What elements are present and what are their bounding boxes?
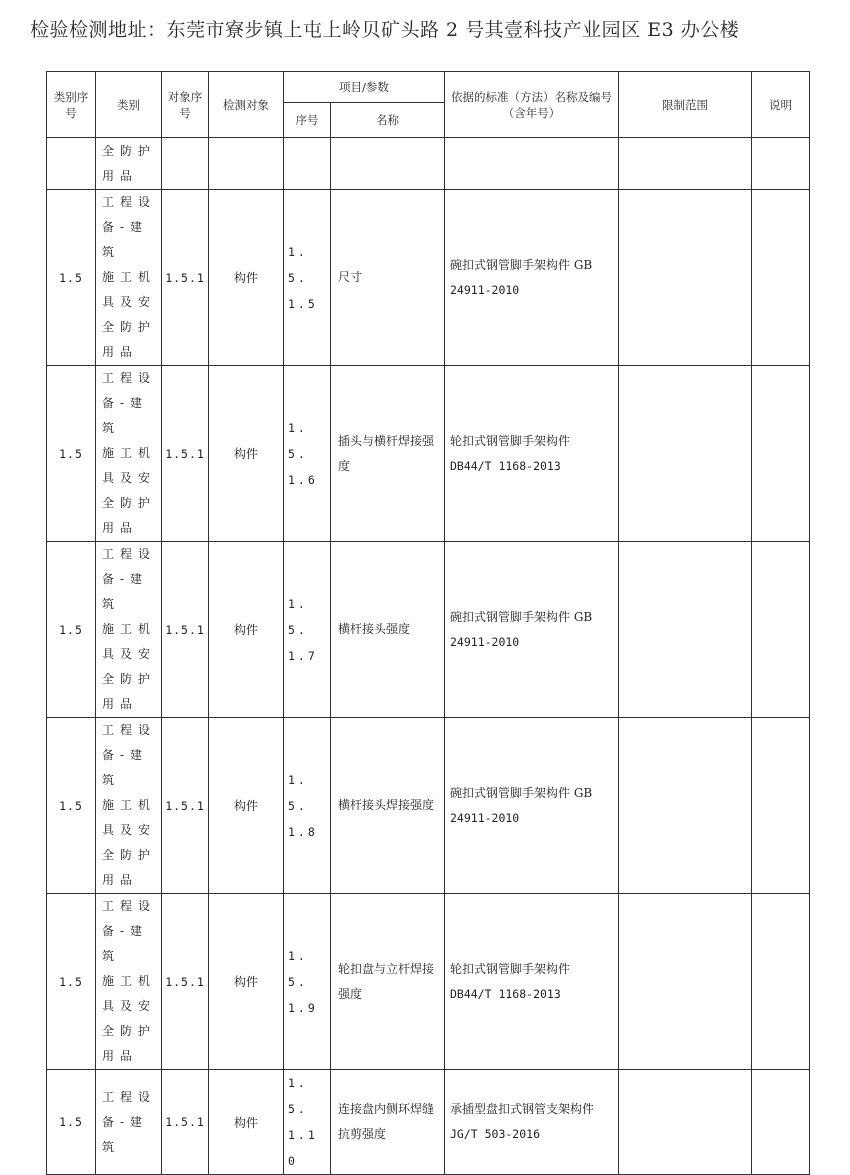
cat-seq-cell: 1.5 (47, 718, 96, 894)
obj-seq-cell: 1.5.1 (162, 894, 209, 1070)
item-seq-cell: 1.5.1.7 (284, 542, 331, 718)
cat-seq-cell: 1.5 (47, 1070, 96, 1175)
item-seq-cell: 1.5.1.8 (284, 718, 331, 894)
header-cat-seq: 类别序号 (47, 72, 96, 138)
category-line: 用品 (102, 1049, 139, 1063)
obj-cell: 构件 (209, 190, 284, 366)
header-obj-seq: 对象序号 (162, 72, 209, 138)
item-name-cell: 插头与横杆焊接强度 (331, 366, 445, 542)
testing-address: 检验检测地址：东莞市寮步镇上屯上岭贝矿头路 2 号其壹科技产业园区 E3 办公楼 (30, 19, 740, 41)
obj-seq-cell: 1.5.1 (162, 718, 209, 894)
category-line: 工程设 (102, 371, 157, 385)
category-line: 用品 (102, 345, 139, 359)
table-row (47, 894, 810, 1070)
category-line: 备-建筑 (102, 924, 149, 963)
category-line: 全防护 (102, 496, 157, 510)
header-item-seq: 序号 (284, 103, 331, 138)
standard-cell (445, 894, 619, 1070)
cat-seq-cell: 1.5 (47, 190, 96, 366)
continued-row (47, 138, 810, 190)
standard-code: JG/T 503-2016 (450, 1127, 541, 1141)
item-name-cell: 横杆接头焊接强度 (331, 718, 445, 894)
category-line: 用品 (102, 873, 139, 887)
header-obj: 检测对象 (209, 72, 284, 138)
item-seq-cell (284, 138, 331, 190)
header-item-name: 名称 (331, 103, 445, 138)
category-line: 具及安 (102, 471, 157, 485)
category-line: 备-建筑 (102, 1114, 149, 1154)
standard-cell (445, 190, 619, 366)
standard-name: 碗扣式钢管脚手架构件 GB (450, 257, 593, 272)
standard-name: 承插型盘扣式钢管支架构件 (450, 1102, 595, 1116)
note-cell (752, 138, 810, 190)
obj-seq-cell (162, 138, 209, 190)
category-cell (96, 718, 162, 894)
category-cell (96, 138, 162, 190)
limit-cell (619, 1070, 752, 1175)
note-cell (752, 366, 810, 542)
obj-seq-cell: 1.5.1 (162, 1070, 209, 1175)
category-cell (96, 1070, 162, 1175)
header-category: 类别 (96, 72, 162, 138)
obj-cell: 构件 (209, 366, 284, 542)
item-name-cell: 轮扣盘与立杆焊接强度 (331, 894, 445, 1070)
standard-name: 轮扣式钢管脚手架构件 (450, 961, 571, 976)
standard-cell (445, 1070, 619, 1175)
limit-cell (619, 894, 752, 1070)
limit-cell (619, 366, 752, 542)
standard-code: DB44/T 1168-2013 (450, 986, 561, 1001)
table-row (47, 366, 810, 542)
limit-cell (619, 190, 752, 366)
obj-seq-cell: 1.5.1 (162, 366, 209, 542)
obj-cell: 构件 (209, 718, 284, 894)
category-line: 工程设 (102, 1089, 157, 1104)
cat-seq-cell (47, 138, 96, 190)
category-line: 具及安 (102, 295, 157, 309)
category-cell (96, 542, 162, 718)
table-row (47, 542, 810, 718)
limit-cell (619, 542, 752, 718)
category-line: 全防护 (102, 143, 157, 158)
category-line: 施工机 (102, 974, 157, 988)
note-cell (752, 718, 810, 894)
header-items: 项目/参数 (284, 72, 445, 103)
cat-seq-cell: 1.5 (47, 542, 96, 718)
category-line: 工程设 (102, 899, 157, 913)
category-line: 全防护 (102, 1024, 157, 1038)
cat-seq-cell: 1.5 (47, 894, 96, 1070)
category-line: 备-建筑 (102, 748, 149, 787)
table-row (47, 190, 810, 366)
category-line: 用品 (102, 697, 139, 711)
category-line: 备-建筑 (102, 220, 149, 259)
category-line: 用品 (102, 521, 139, 535)
obj-cell: 构件 (209, 894, 284, 1070)
cat-seq-cell: 1.5 (47, 366, 96, 542)
category-line: 工程设 (102, 723, 157, 737)
category-line: 用品 (102, 168, 139, 183)
category-cell (96, 894, 162, 1070)
category-line: 具及安 (102, 823, 157, 837)
obj-cell (209, 138, 284, 190)
scope-table (46, 71, 810, 1175)
item-name-cell (331, 138, 445, 190)
limit-cell (619, 718, 752, 894)
category-line: 具及安 (102, 647, 157, 661)
header-limit: 限制范围 (619, 72, 752, 138)
category-line: 工程设 (102, 547, 157, 561)
item-seq-cell: 1.5.1.5 (284, 190, 331, 366)
category-cell (96, 366, 162, 542)
standard-code: 24911-2010 (450, 810, 520, 825)
obj-cell: 构件 (209, 1070, 284, 1175)
category-line: 全防护 (102, 848, 157, 862)
standard-code: DB44/T 1168-2013 (450, 458, 561, 473)
item-seq-cell: 1.5.1.6 (284, 366, 331, 542)
category-line: 施工机 (102, 798, 157, 812)
note-cell (752, 542, 810, 718)
table-row (47, 1070, 810, 1175)
obj-seq-cell: 1.5.1 (162, 190, 209, 366)
obj-cell: 构件 (209, 542, 284, 718)
standard-name: 碗扣式钢管脚手架构件 GB (450, 609, 593, 624)
item-seq-cell: 1.5.1.9 (284, 894, 331, 1070)
category-line: 施工机 (102, 622, 157, 636)
standard-name: 碗扣式钢管脚手架构件 GB (450, 785, 593, 800)
category-line: 全防护 (102, 320, 157, 334)
standard-cell (445, 138, 619, 190)
note-cell (752, 894, 810, 1070)
limit-cell (619, 138, 752, 190)
table-row (47, 718, 810, 894)
header-standard: 依据的标准（方法）名称及编号（含年号） (445, 72, 619, 138)
category-line: 施工机 (102, 446, 157, 460)
standard-cell (445, 542, 619, 718)
category-line: 具及安 (102, 999, 157, 1013)
note-cell (752, 190, 810, 366)
item-name-cell: 横杆接头强度 (331, 542, 445, 718)
item-seq-cell: 1.5.1.10 (284, 1070, 331, 1175)
category-line: 备-建筑 (102, 396, 149, 435)
standard-cell (445, 366, 619, 542)
standard-code: 24911-2010 (450, 282, 520, 297)
standard-cell (445, 718, 619, 894)
obj-seq-cell: 1.5.1 (162, 542, 209, 718)
category-cell (96, 190, 162, 366)
standard-code: 24911-2010 (450, 634, 520, 649)
category-line: 备-建筑 (102, 572, 149, 611)
item-name-cell: 尺寸 (331, 190, 445, 366)
header-note: 说明 (752, 72, 810, 138)
standard-name: 轮扣式钢管脚手架构件 (450, 433, 571, 448)
category-line: 工程设 (102, 195, 157, 209)
category-line: 全防护 (102, 672, 157, 686)
category-line: 施工机 (102, 270, 157, 284)
item-name-cell: 连接盘内侧环焊缝抗剪强度 (331, 1070, 445, 1175)
note-cell (752, 1070, 810, 1175)
